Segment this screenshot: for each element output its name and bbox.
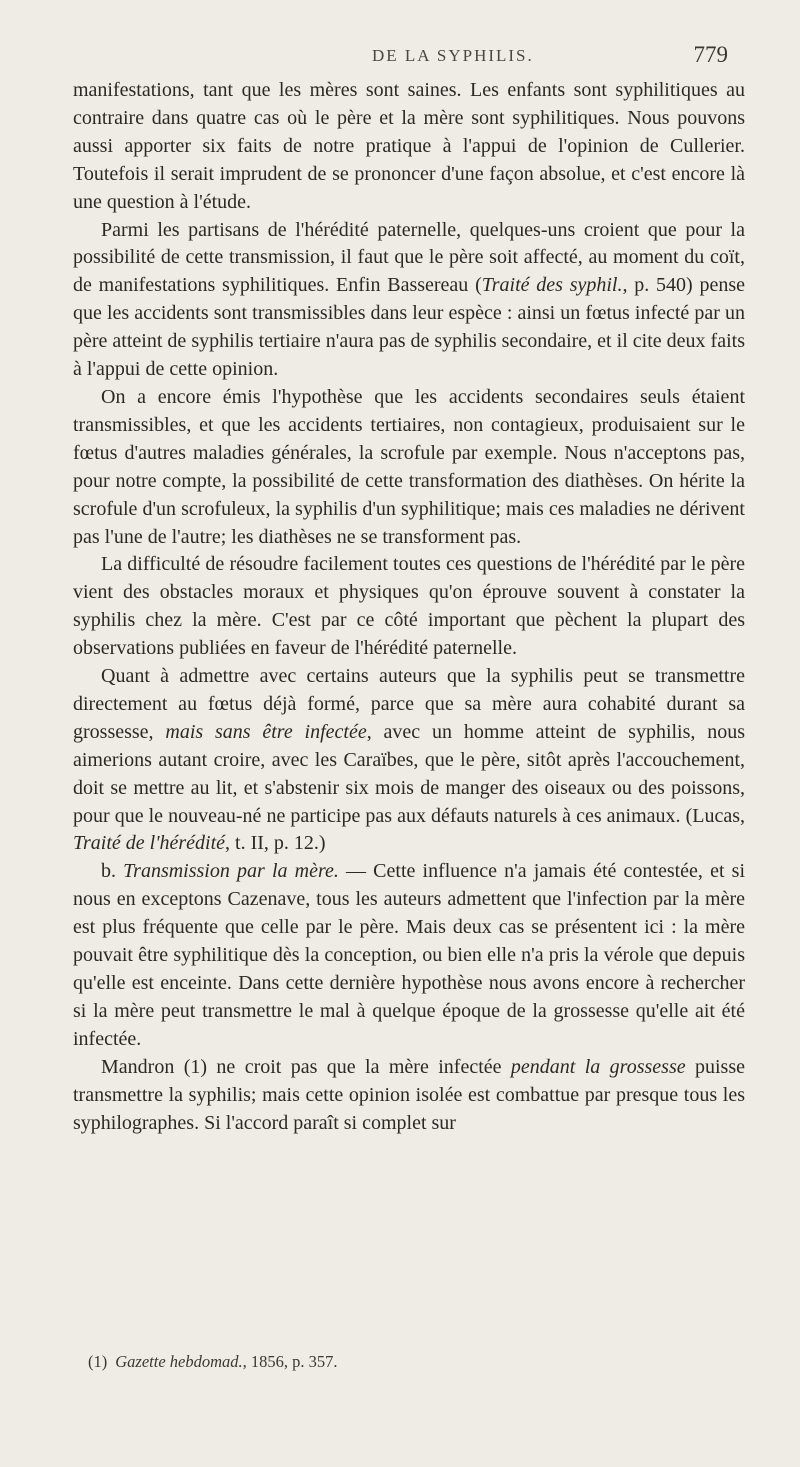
paragraph-text: — Cette influence n'a jamais été contestée, et si nous en exceptons Cazenave, tous les auteurs admettent que l'infection par la mère est plus fréquente que celle par le père. Mais deux cas se présentent ici : la mère pouvait être syphilitique dès la conception, ou bien elle n'a pris la vérole que depuis qu'elle est enceinte. Dans cette dernière hypothèse nous avons encore à rechercher si la mère peut transmettre le mal à quelque époque de la grossesse qu'elle ait été infectée.: [73, 860, 745, 1050]
paragraph-text: puisse transmettre la syphilis; mais cette opinion isolée est combattue par presque tous les syphilographes. Si l'accord paraît si complet sur: [73, 1055, 745, 1134]
footnote-source: Gazette hebdomad.: [115, 1352, 243, 1371]
paragraph-text: On a encore émis l'hypothèse que les accidents secondaires seuls étaient transmissibles, et que les accidents tertiaires, non contagieux, produisaient sur le fœtus d'autres maladies générales, la scrofule par exemple. Nous n'acceptons pas, pour notre compte, la possibilité de cette transformation des diathèses. On hérite la scrofule d'un scrofuleux, la syphilis d'un syphilitique; mais ces maladies ne dérivent pas l'une de l'autre; les diathèses ne se transforment pas.: [73, 385, 745, 548]
paragraph-text: La difficulté de résoudre facilement toutes ces questions de l'hérédité par le père vient des obstacles moraux et physiques qu'on éprouve souvent à constater la syphilis chez la mère. C'est par ce côté important que pèchent la plupart des observations publiées en faveur de l'hérédité paternelle.: [73, 553, 745, 660]
footnote-mark: (1): [88, 1352, 108, 1371]
paragraph-text: Mandron (1) ne croit pas que la mère infectée: [101, 1055, 511, 1078]
section-heading: Transmission par la mère.: [123, 860, 339, 883]
citation-title: Traité des syphil.: [481, 274, 623, 297]
emphasis-text: pendant la grossesse: [510, 1055, 686, 1078]
section-letter: b.: [101, 860, 124, 883]
paragraph-text: Quant à admettre avec certains auteurs que la syphilis peut se transmettre directement au fœtus déjà formé, parce que sa mère aura cohabité durant sa grossesse,: [73, 665, 745, 743]
paragraph-text: , p. 540) pense que les accidents sont transmissibles dans leur espèce : ainsi un fœtus infecté par un père atteint de syphilis tertiaire n'aura pas de syphilis secondaire, et il cite deux faits à l'appui de cette opinion.: [73, 274, 745, 381]
paragraph-text: manifestations, tant que les mères sont saines. Les enfants sont syphilitiques au contraire dans quatre cas où le père et la mère sont syphilitiques. Nous pouvons aussi apporter six faits de notre pratique à l'appui de l'opinion de Cullerier. Toutefois il serait imprudent de se prononcer d'une façon absolue, et c'est encore là une question à l'étude.: [73, 79, 745, 213]
paragraph-text: Parmi les partisans de l'hérédité paternelle, quelques-uns croient que pour la possibilité de cette transmission, il faut que le père soit affecté, au moment du coït, de manifestations syphilitiques. Enfin Bassereau (: [73, 218, 745, 297]
paragraph-text: , t. II, p. 12.): [225, 832, 326, 855]
footnote: [88, 1352, 338, 1372]
paragraph-maternal-transmission: [73, 858, 745, 1053]
paragraph-paternal-heredity: [73, 217, 745, 384]
paragraph-transformation: [73, 384, 745, 551]
body-text: [73, 77, 745, 1137]
citation-title: Traité de l'hérédité: [73, 832, 226, 855]
paragraph-mandron: [73, 1054, 745, 1138]
paragraph-direct-transmission: [73, 663, 745, 858]
footnote-text: , 1856, p. 357.: [242, 1352, 338, 1371]
paragraph-difficulty: [73, 551, 745, 663]
running-title: DE LA SYPHILIS.: [372, 46, 534, 65]
page-number: 779: [693, 42, 728, 67]
paragraph-continuation: [73, 77, 745, 217]
paragraph-text: , avec un homme atteint de syphilis, nous aimerions autant croire, avec les Caraïbes, que le père, sitôt après l'accouchement, doit se mettre au lit, et s'abstenir six mois de manger des oiseaux ou des poissons, pour que le nouveau-né ne participe pas aux défauts naturels à ces animaux. (Lucas,: [73, 720, 745, 827]
emphasis-text: mais sans être infectée: [165, 720, 367, 743]
